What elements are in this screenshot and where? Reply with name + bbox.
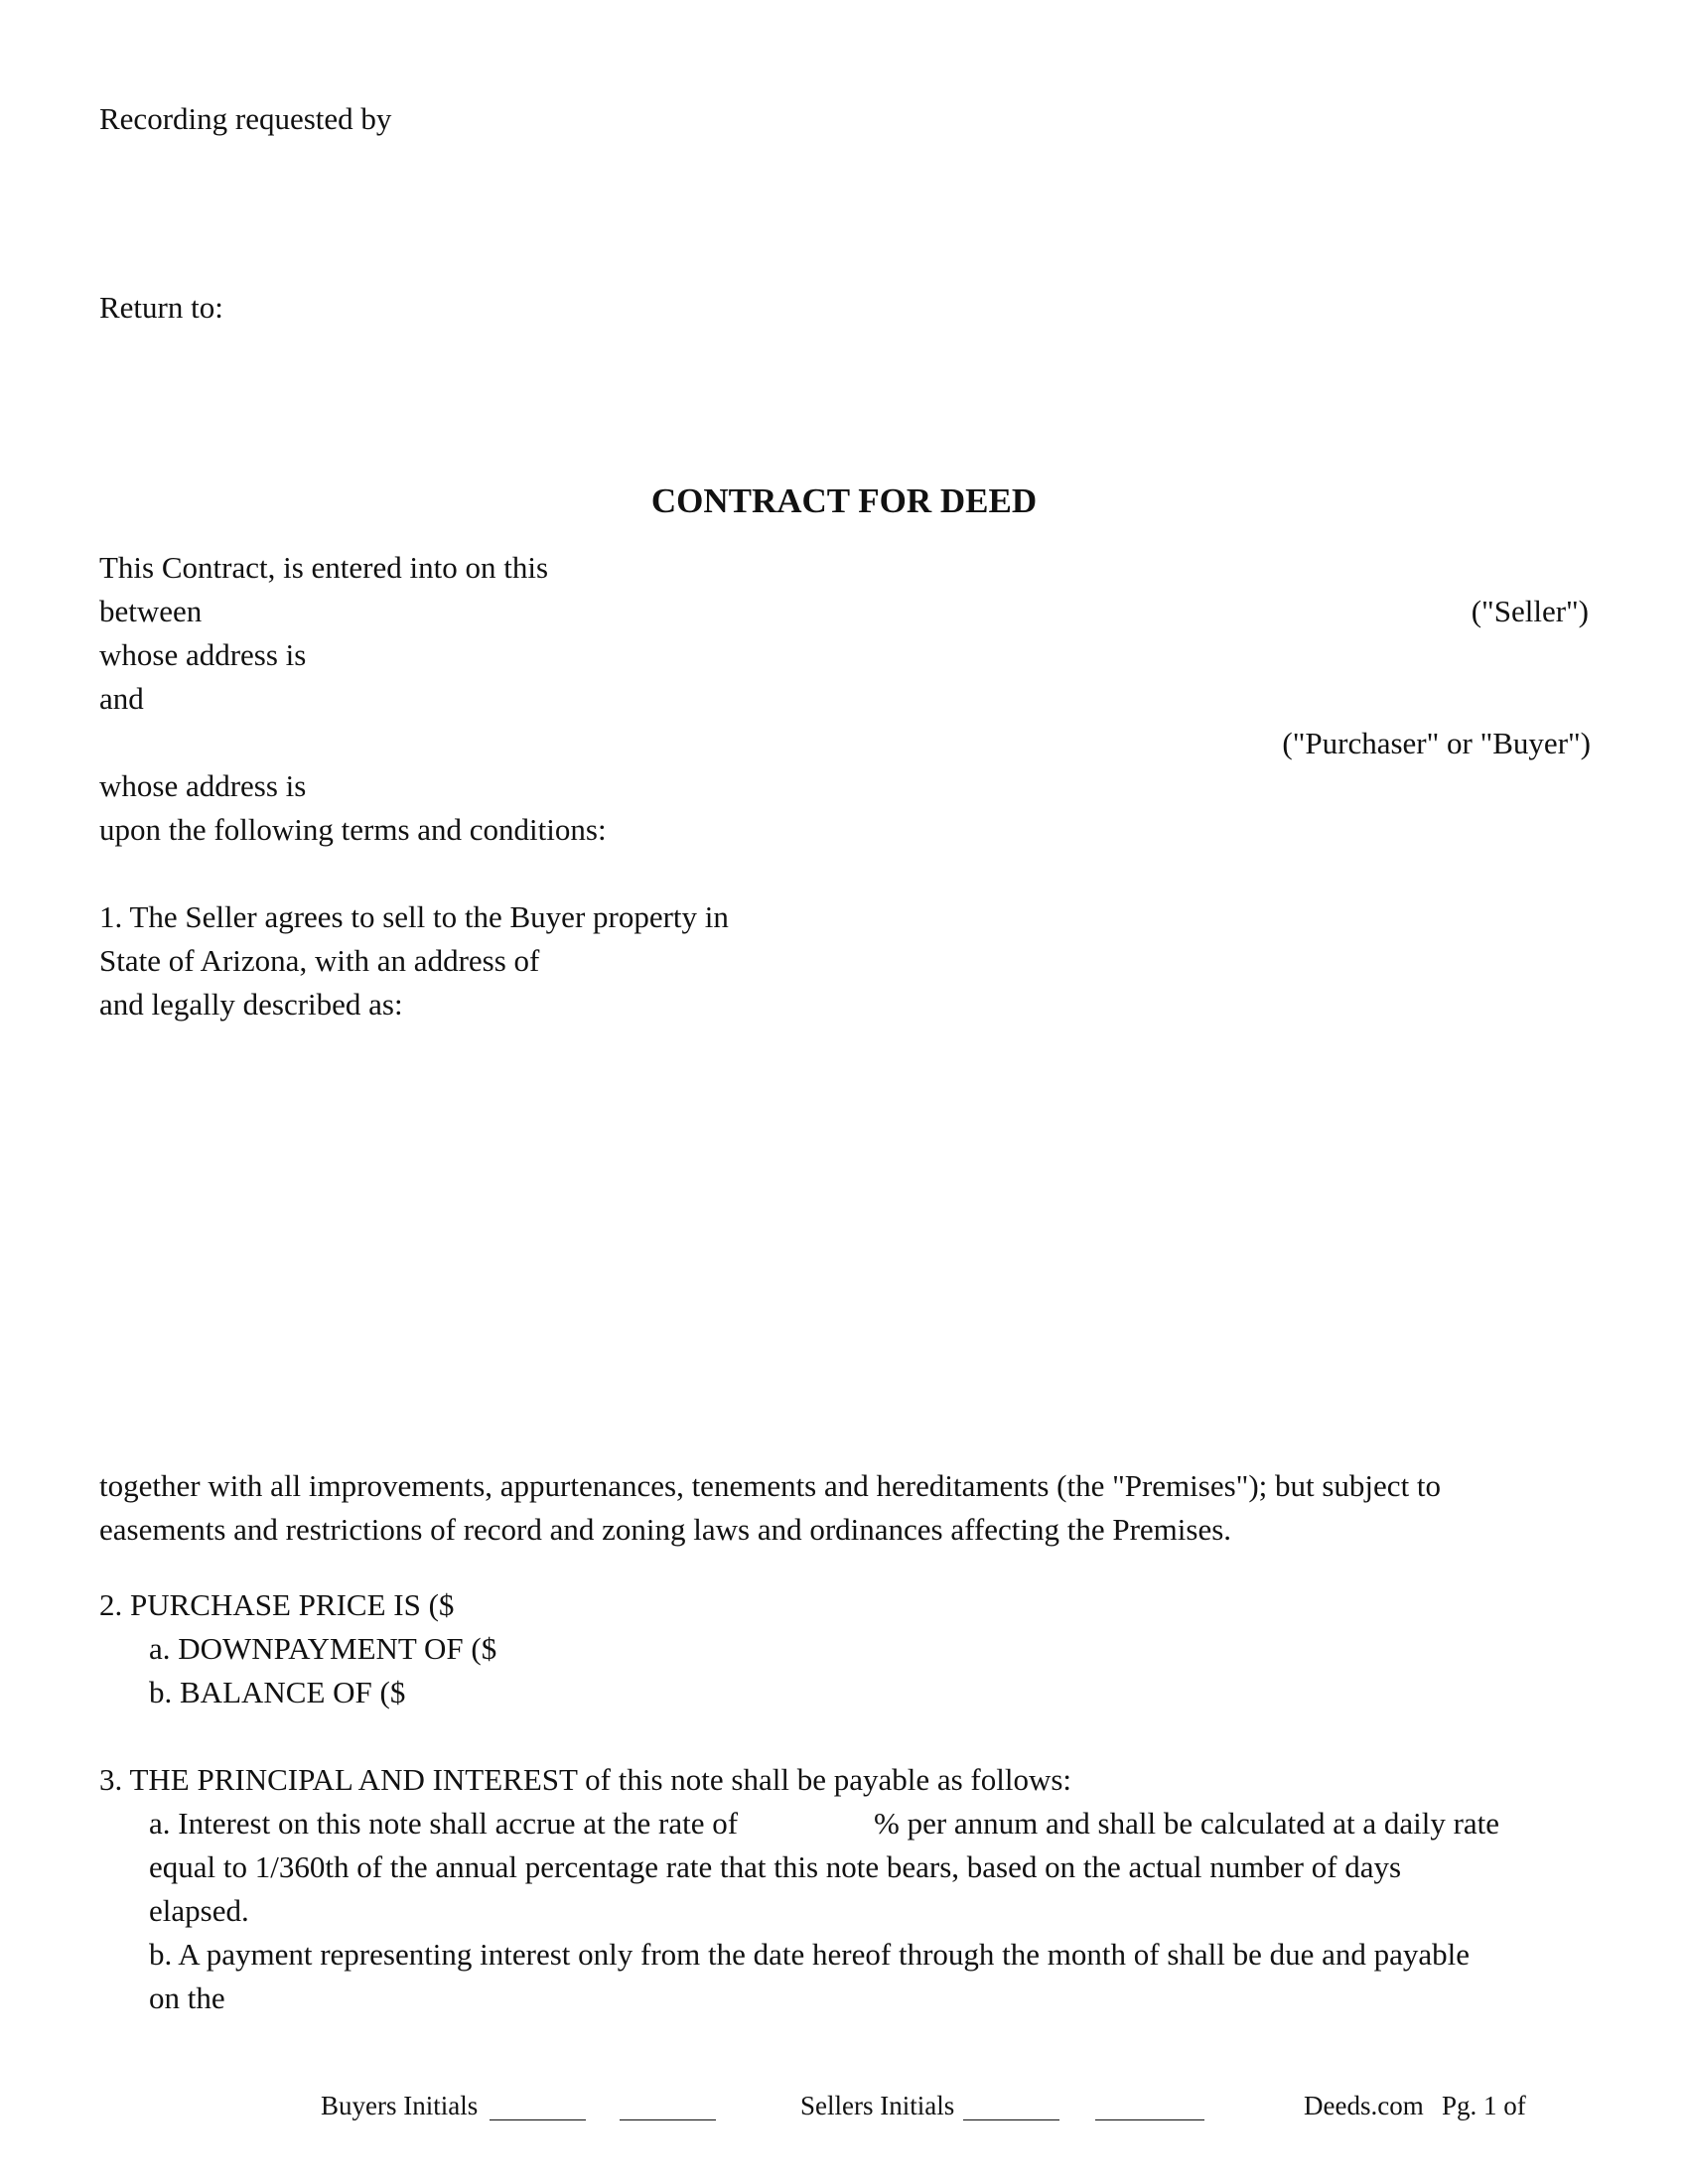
section1-line1: 1. The Seller agrees to sell to the Buyer property in <box>99 899 729 934</box>
improvements-line2: easements and restrictions of record and zoning laws and ordinances affecting the Premises. <box>99 1512 1232 1547</box>
buyer-tag: ("Purchaser" or "Buyer") <box>1282 726 1591 760</box>
section3-b-line1: b. A payment representing interest only from the date hereof through the month of shall be due and payable <box>149 1937 1471 1972</box>
buyer-initial-blank-1[interactable] <box>490 2100 586 2120</box>
section3-a-line3: elapsed. <box>149 1893 249 1928</box>
document-title: CONTRACT FOR DEED <box>650 481 1038 520</box>
return-to-label: Return to: <box>99 290 223 325</box>
seller-initial-blank-1[interactable] <box>963 2100 1059 2120</box>
section1-line2: State of Arizona, with an address of <box>99 943 540 978</box>
buyers-initials-label: Buyers Initials <box>321 2091 479 2120</box>
site-name: Deeds.com <box>1304 2091 1424 2120</box>
seller-address-label: whose address is <box>99 637 307 672</box>
intro-line: This Contract, is entered into on this <box>99 550 549 585</box>
section1-line3: and legally described as: <box>99 987 403 1022</box>
purchase-price-line: 2. PURCHASE PRICE IS ($ <box>99 1587 455 1622</box>
page-number: Pg. 1 of <box>1442 2091 1526 2120</box>
section3-a-line2: equal to 1/360th of the annual percentage rate that this note bears, based on the actual number of days <box>149 1849 1402 1884</box>
between-label: between <box>99 594 203 628</box>
downpayment-line: a. DOWNPAYMENT OF ($ <box>149 1631 497 1666</box>
buyer-initial-blank-2[interactable] <box>620 2100 716 2120</box>
section3-heading: 3. THE PRINCIPAL AND INTEREST of this note shall be payable as follows: <box>99 1762 1072 1797</box>
sellers-initials-label: Sellers Initials <box>800 2091 955 2120</box>
section3-a-line1-post: % per annum and shall be calculated at a daily rate <box>874 1806 1500 1841</box>
section3-a-line1-pre: a. Interest on this note shall accrue at the rate of <box>149 1806 739 1841</box>
balance-line: b. BALANCE OF ($ <box>149 1675 406 1709</box>
recording-requested-by-label: Recording requested by <box>99 101 392 136</box>
improvements-line1: together with all improvements, appurtenances, tenements and hereditaments (the "Premises"); but subject to <box>99 1468 1442 1503</box>
seller-initial-blank-2[interactable] <box>1095 2100 1204 2120</box>
terms-intro: upon the following terms and conditions: <box>99 812 607 847</box>
buyer-address-label: whose address is <box>99 768 307 803</box>
section3-b-line2: on the <box>149 1980 225 2015</box>
and-label: and <box>99 681 144 716</box>
seller-tag: ("Seller") <box>1471 594 1589 628</box>
